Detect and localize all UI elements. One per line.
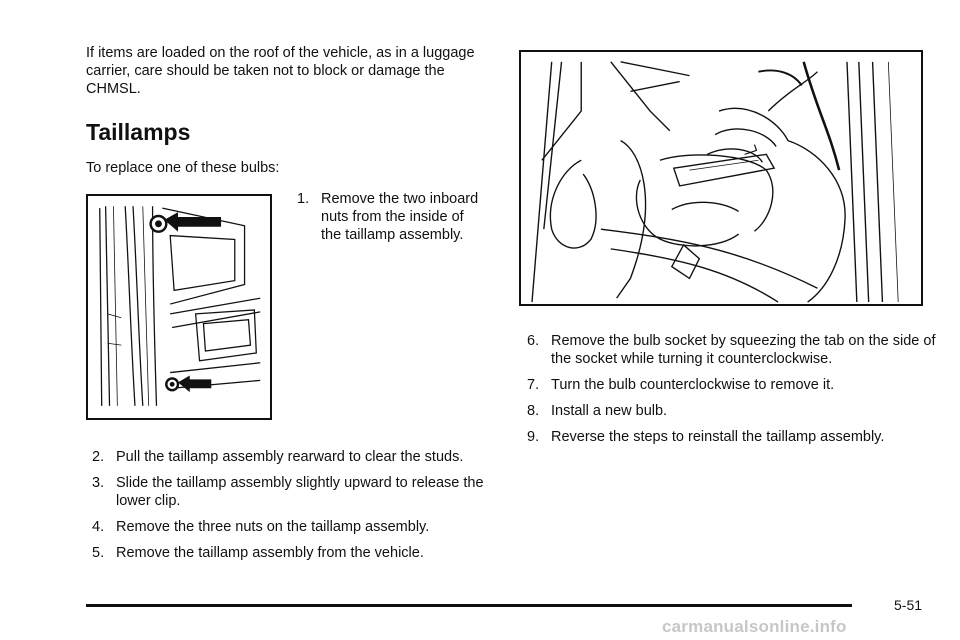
step-text: Install a new bulb. bbox=[551, 403, 668, 419]
step-number: 4. bbox=[92, 519, 105, 535]
step-text: Turn the bulb counterclockwise to remove it. bbox=[551, 377, 835, 393]
steps-list-first bbox=[297, 190, 487, 252]
step-text: Remove the bulb socket by squeezing the tab on the side of the socket while turning it counterclockwise. bbox=[551, 333, 936, 367]
taillamp-nuts-illustration bbox=[86, 194, 272, 420]
list-item bbox=[527, 402, 937, 420]
bulb-socket-illustration bbox=[519, 50, 923, 306]
watermark: carmanualsonline.info bbox=[662, 617, 847, 636]
step-number: 7. bbox=[527, 377, 540, 393]
list-item bbox=[92, 448, 484, 466]
steps-list-third bbox=[527, 332, 937, 454]
step-number: 2. bbox=[92, 449, 105, 465]
step-number: 8. bbox=[527, 403, 540, 419]
step-number: 5. bbox=[92, 545, 105, 561]
step-text: Remove the three nuts on the taillamp assembly. bbox=[116, 519, 430, 535]
steps-list-second bbox=[92, 448, 484, 570]
step-text: Remove the taillamp assembly from the vehicle. bbox=[116, 545, 424, 561]
list-item bbox=[527, 332, 937, 368]
list-item bbox=[297, 190, 487, 244]
step-number: 9. bbox=[527, 429, 540, 445]
lead-sentence: To replace one of these bulbs: bbox=[86, 160, 280, 176]
list-item bbox=[92, 544, 484, 562]
list-item bbox=[92, 518, 484, 536]
section-heading: Taillamps bbox=[86, 119, 191, 145]
intro-paragraph: If items are loaded on the roof of the vehicle, as in a luggage carrier, care should be taken not to block or damage the CHMSL. bbox=[86, 45, 475, 97]
page-number: 5-51 bbox=[894, 597, 923, 613]
step-number: 1. bbox=[297, 191, 310, 207]
footer-rule bbox=[86, 604, 852, 607]
list-item bbox=[92, 474, 484, 510]
list-item bbox=[527, 376, 937, 394]
step-number: 3. bbox=[92, 475, 105, 491]
step-text: Remove the two inboard nuts from the inside of the taillamp assembly. bbox=[321, 191, 479, 243]
step-number: 6. bbox=[527, 333, 540, 349]
step-text: Reverse the steps to reinstall the taillamp assembly. bbox=[551, 429, 885, 445]
step-text: Slide the taillamp assembly slightly upward to release the lower clip. bbox=[116, 475, 484, 509]
step-text: Pull the taillamp assembly rearward to clear the studs. bbox=[116, 449, 464, 465]
list-item bbox=[527, 428, 937, 446]
